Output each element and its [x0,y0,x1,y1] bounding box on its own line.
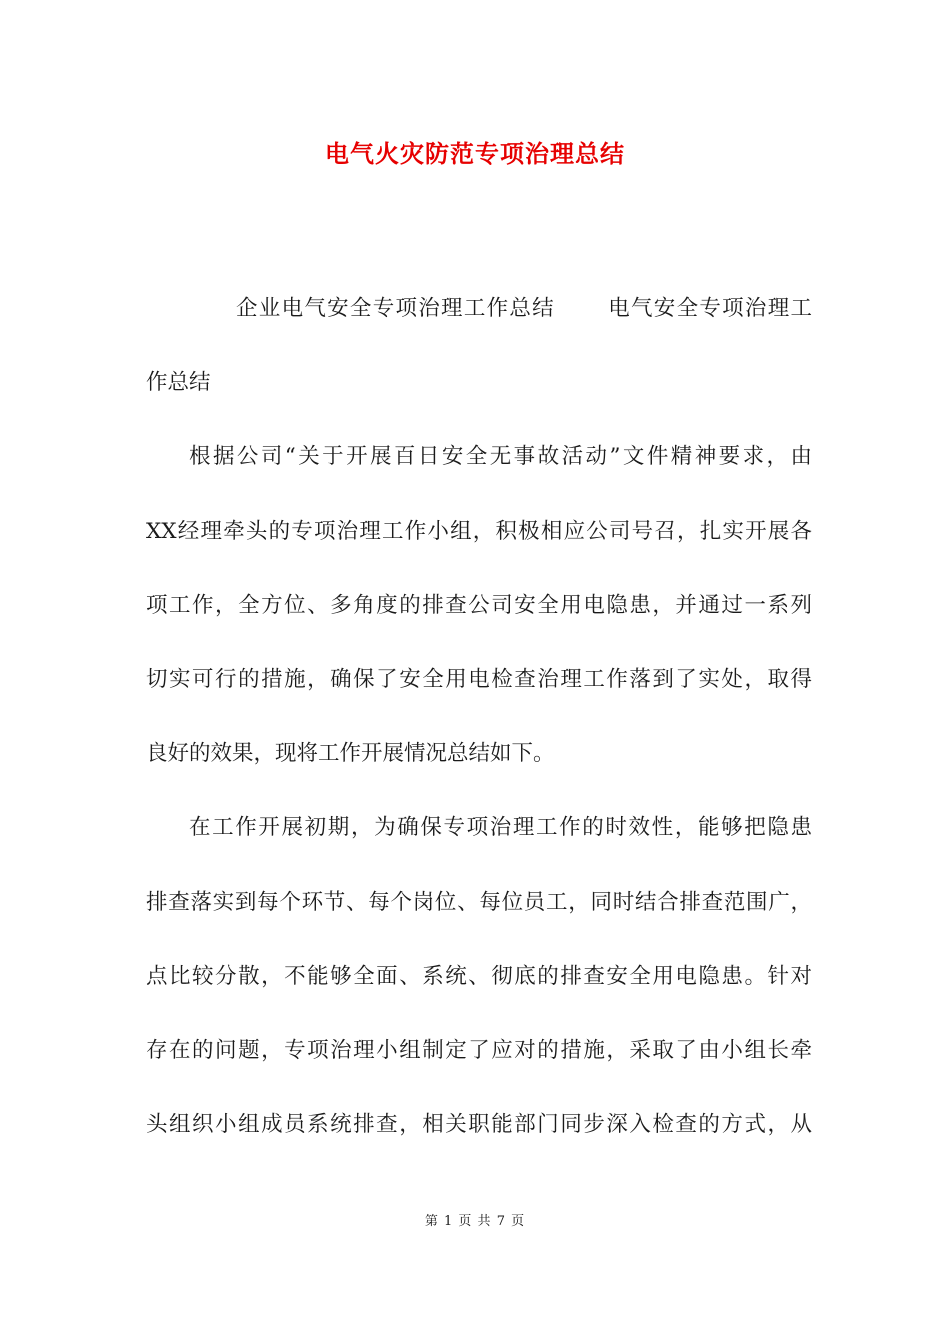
body-line-segment: 电气安全专项治理工 [606,296,812,321]
body-line: 切实可行的措施，确保了安全用电检查治理工作落到了实处，取得 [146,666,812,692]
body-line: 在工作开展初期，为确保专项治理工作的时效性，能够把隐患 [189,815,812,841]
body-line: 存在的问题，专项治理小组制定了应对的措施，采取了由小组长牵 [146,1037,812,1063]
document-title: 电气火灾防范专项治理总结 [325,139,625,168]
body-line: 点比较分散，不能够全面、系统、彻底的排查安全用电隐患。针对 [146,963,812,989]
body-line: 头组织小组成员系统排查，相关职能部门同步深入检查的方式，从 [146,1112,812,1138]
body-line: 项工作，全方位、多角度的排查公司安全用电隐患，并通过一系列 [146,592,812,618]
body-line: 排查落实到每个环节、每个岗位、每位员工，同时结合排查范围广， [146,889,812,915]
body-line: 作总结 [146,370,211,396]
body-line-segment: 企业电气安全专项治理工作总结 [236,296,555,321]
body-line: 根据公司“关于开展百日安全无事故活动”文件精神要求，由 [189,444,812,470]
document-body [146,272,812,1162]
body-line [146,272,812,346]
body-line: 良好的效果，现将工作开展情况总结如下。 [146,741,555,767]
page-number-footer: 第 1 页 共 7 页 [424,1214,526,1229]
body-line: XX经理牵头的专项治理工作小组，积极相应公司号召，扎实开展各 [146,518,812,544]
